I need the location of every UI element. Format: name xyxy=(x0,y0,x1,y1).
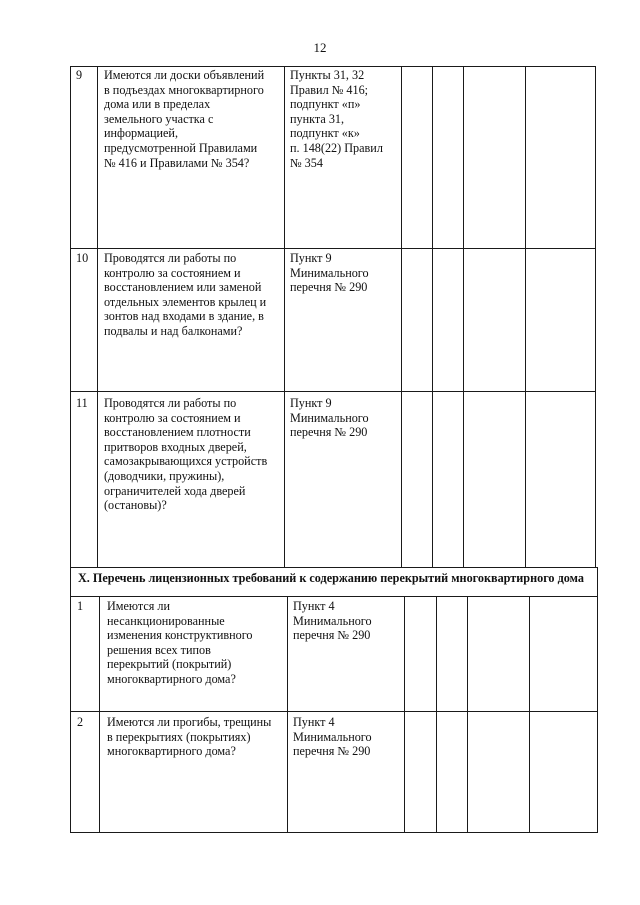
table-rule xyxy=(99,596,100,833)
row-question: Имеются ли несанкционированные изменения конструктивного решения всех типов перекрытий (покрытий) многоквартирного дома? xyxy=(107,599,253,686)
table-rule xyxy=(597,567,598,833)
row-question: Имеются ли доски объявлений в подъездах многоквартирного дома или в пределах земельного участка с информацией, предусмотренной Правилами № 416 и Правилами № 354? xyxy=(104,68,265,170)
row-number: 11 xyxy=(76,396,88,410)
table-rule xyxy=(467,596,468,833)
table-rule xyxy=(436,596,437,833)
table-rule xyxy=(284,66,285,567)
section-heading: X. Перечень лицензионных требований к содержанию перекрытий многоквартирного дома xyxy=(78,571,584,585)
row-reference: Пункт 9 Минимального перечня № 290 xyxy=(290,251,369,295)
table-rule xyxy=(70,567,598,568)
table-rule xyxy=(595,66,596,567)
row-reference: Пункт 4 Минимального перечня № 290 xyxy=(293,599,372,643)
table-rule xyxy=(70,596,598,597)
table-rule xyxy=(463,66,464,567)
table-rule xyxy=(70,391,596,392)
row-reference: Пункт 9 Минимального перечня № 290 xyxy=(290,396,369,440)
row-reference: Пункт 4 Минимального перечня № 290 xyxy=(293,715,372,759)
row-question: Проводятся ли работы по контролю за состоянием и восстановлением или заменой отдельных элементов крылец и зонтов над входами в здание, в подвалы и над балконами? xyxy=(104,251,267,338)
row-number: 10 xyxy=(76,251,89,265)
table-rule xyxy=(70,66,71,833)
row-number: 2 xyxy=(77,715,84,729)
table-rule xyxy=(70,832,598,833)
table-rule xyxy=(525,66,526,567)
table-rule xyxy=(529,596,530,833)
table-rule xyxy=(97,66,98,567)
table-rule xyxy=(70,711,598,712)
row-reference: Пункты 31, 32 Правил № 416; подпункт «п» пункта 31, подпункт «к» п. 148(22) Правил № 354 xyxy=(290,68,383,170)
table-rule xyxy=(432,66,433,567)
table-rule xyxy=(70,248,596,249)
table-rule xyxy=(70,66,596,67)
row-question: Имеются ли прогибы, трещины в перекрытиях (покрытиях) многоквартирного дома? xyxy=(107,715,272,759)
page-number: 12 xyxy=(313,40,327,55)
row-question: Проводятся ли работы по контролю за состоянием и восстановлением плотности притворов входных дверей, самозакрывающихся устройств (доводчики, пружины), ограничителей хода дверей (остановы)? xyxy=(104,396,268,513)
row-number: 9 xyxy=(76,68,83,82)
row-number: 1 xyxy=(77,599,84,613)
